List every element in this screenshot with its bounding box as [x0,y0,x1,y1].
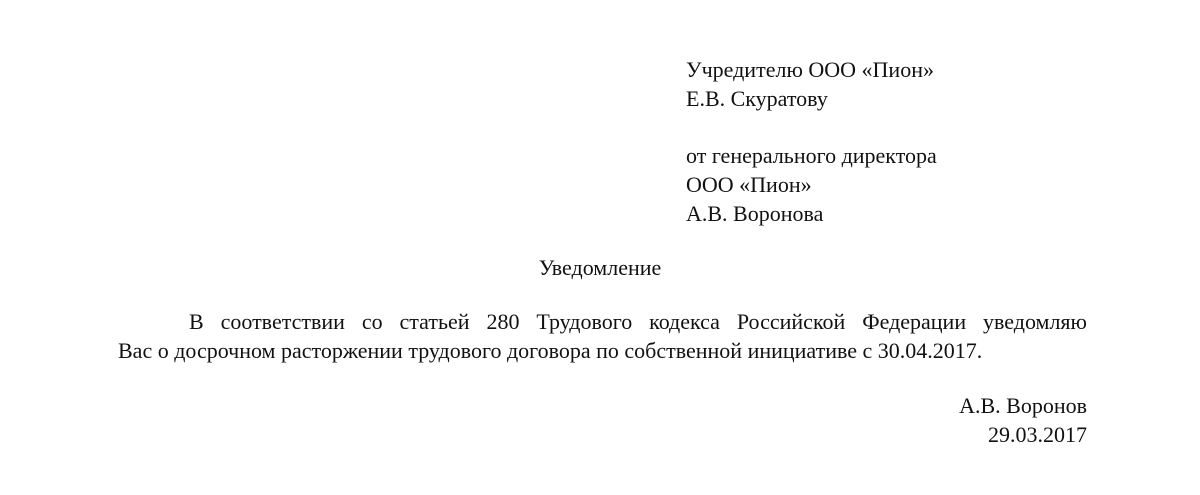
sender-name: А.В. Воронова [686,201,824,226]
signature-block [959,391,1087,449]
document-title [0,253,1200,282]
notice-body-line-2: Вас о досрочном расторжении трудового договора по собственной инициативе с 30.04.2017. [118,338,983,363]
signature-name: А.В. Воронов [959,393,1087,418]
notice-body [118,307,1087,365]
sender-company: ООО «Пион» [686,172,812,197]
sender-block [686,141,937,228]
addressee-block [686,55,934,113]
addressee-position: Учредителю ООО «Пион» [686,57,934,82]
signature-date: 29.03.2017 [988,422,1087,447]
sender-position: от генерального директора [686,143,937,168]
document-title-text: Уведомление [538,255,662,280]
notice-body-line-1: В соответствии со статьей 280 Трудового кодекса Российской Федерации уведомляю [189,309,1087,334]
addressee-name: Е.В. Скуратову [686,86,828,111]
